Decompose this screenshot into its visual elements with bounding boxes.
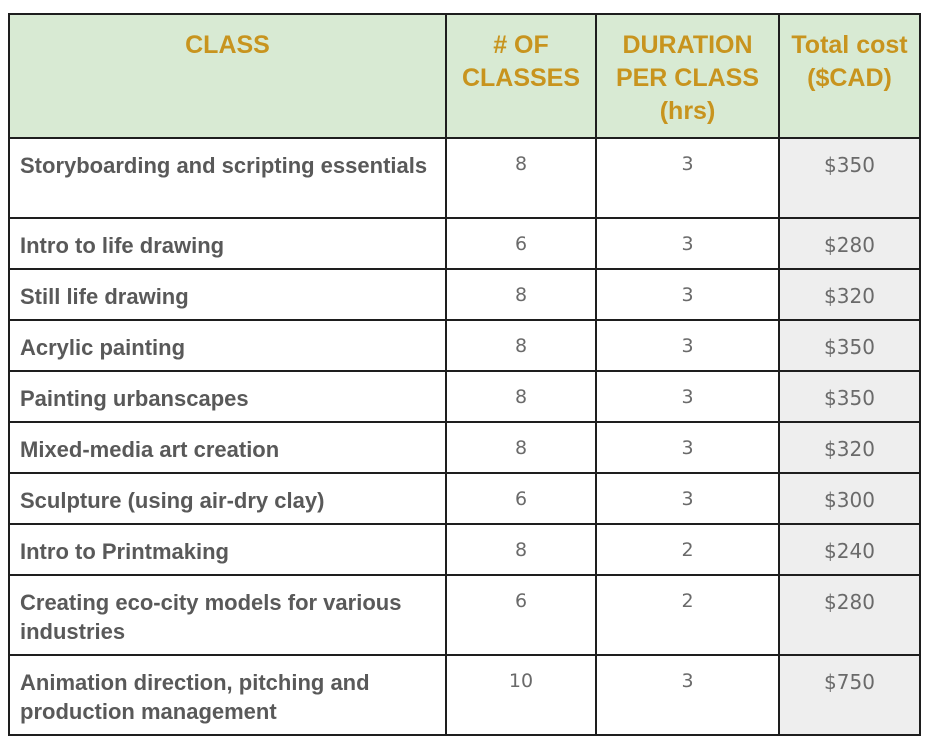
class-name-cell: Acrylic painting xyxy=(9,320,446,371)
class-name-cell: Intro to Printmaking xyxy=(9,524,446,575)
duration-cell: 3 xyxy=(596,138,779,218)
num-classes-cell: 8 xyxy=(446,524,596,575)
class-name-cell: Painting urbanscapes xyxy=(9,371,446,422)
table-row xyxy=(9,655,920,735)
num-classes-cell: 8 xyxy=(446,138,596,218)
duration-cell: 3 xyxy=(596,320,779,371)
table-row xyxy=(9,269,920,320)
num-classes-cell: 8 xyxy=(446,422,596,473)
total-cost-cell: $350 xyxy=(779,138,920,218)
class-name-cell: Intro to life drawing xyxy=(9,218,446,269)
total-cost-cell: $350 xyxy=(779,371,920,422)
table-row xyxy=(9,320,920,371)
num-classes-cell: 8 xyxy=(446,269,596,320)
duration-cell: 3 xyxy=(596,473,779,524)
table-body xyxy=(9,138,920,735)
num-classes-cell: 6 xyxy=(446,218,596,269)
total-cost-cell: $320 xyxy=(779,422,920,473)
class-name-cell: Mixed-media art creation xyxy=(9,422,446,473)
total-cost-cell: $280 xyxy=(779,575,920,655)
duration-cell: 3 xyxy=(596,655,779,735)
table-header xyxy=(9,14,920,138)
table-row xyxy=(9,422,920,473)
total-cost-cell: $240 xyxy=(779,524,920,575)
total-cost-cell: $280 xyxy=(779,218,920,269)
duration-cell: 3 xyxy=(596,371,779,422)
duration-cell: 3 xyxy=(596,422,779,473)
duration-cell: 2 xyxy=(596,575,779,655)
duration-cell: 2 xyxy=(596,524,779,575)
num-classes-cell: 8 xyxy=(446,371,596,422)
class-name-cell: Sculpture (using air-dry clay) xyxy=(9,473,446,524)
header-class: CLASS xyxy=(9,14,446,138)
header-duration: DURATION PER CLASS (hrs) xyxy=(596,14,779,138)
class-cost-table xyxy=(8,13,921,736)
header-num-classes: # OF CLASSES xyxy=(446,14,596,138)
table-row xyxy=(9,473,920,524)
class-name-cell: Creating eco-city models for various industries xyxy=(9,575,446,655)
table-row xyxy=(9,575,920,655)
total-cost-cell: $350 xyxy=(779,320,920,371)
table-row xyxy=(9,371,920,422)
duration-cell: 3 xyxy=(596,269,779,320)
num-classes-cell: 6 xyxy=(446,473,596,524)
header-row xyxy=(9,14,920,138)
total-cost-cell: $750 xyxy=(779,655,920,735)
num-classes-cell: 6 xyxy=(446,575,596,655)
total-cost-cell: $320 xyxy=(779,269,920,320)
table-row xyxy=(9,218,920,269)
class-cost-table-wrapper xyxy=(8,13,921,736)
class-name-cell: Storyboarding and scripting essentials xyxy=(9,138,446,218)
class-name-cell: Animation direction, pitching and production management xyxy=(9,655,446,735)
class-name-cell: Still life drawing xyxy=(9,269,446,320)
table-row xyxy=(9,524,920,575)
header-total-cost: Total cost ($CAD) xyxy=(779,14,920,138)
duration-cell: 3 xyxy=(596,218,779,269)
total-cost-cell: $300 xyxy=(779,473,920,524)
num-classes-cell: 10 xyxy=(446,655,596,735)
table-row xyxy=(9,138,920,218)
num-classes-cell: 8 xyxy=(446,320,596,371)
